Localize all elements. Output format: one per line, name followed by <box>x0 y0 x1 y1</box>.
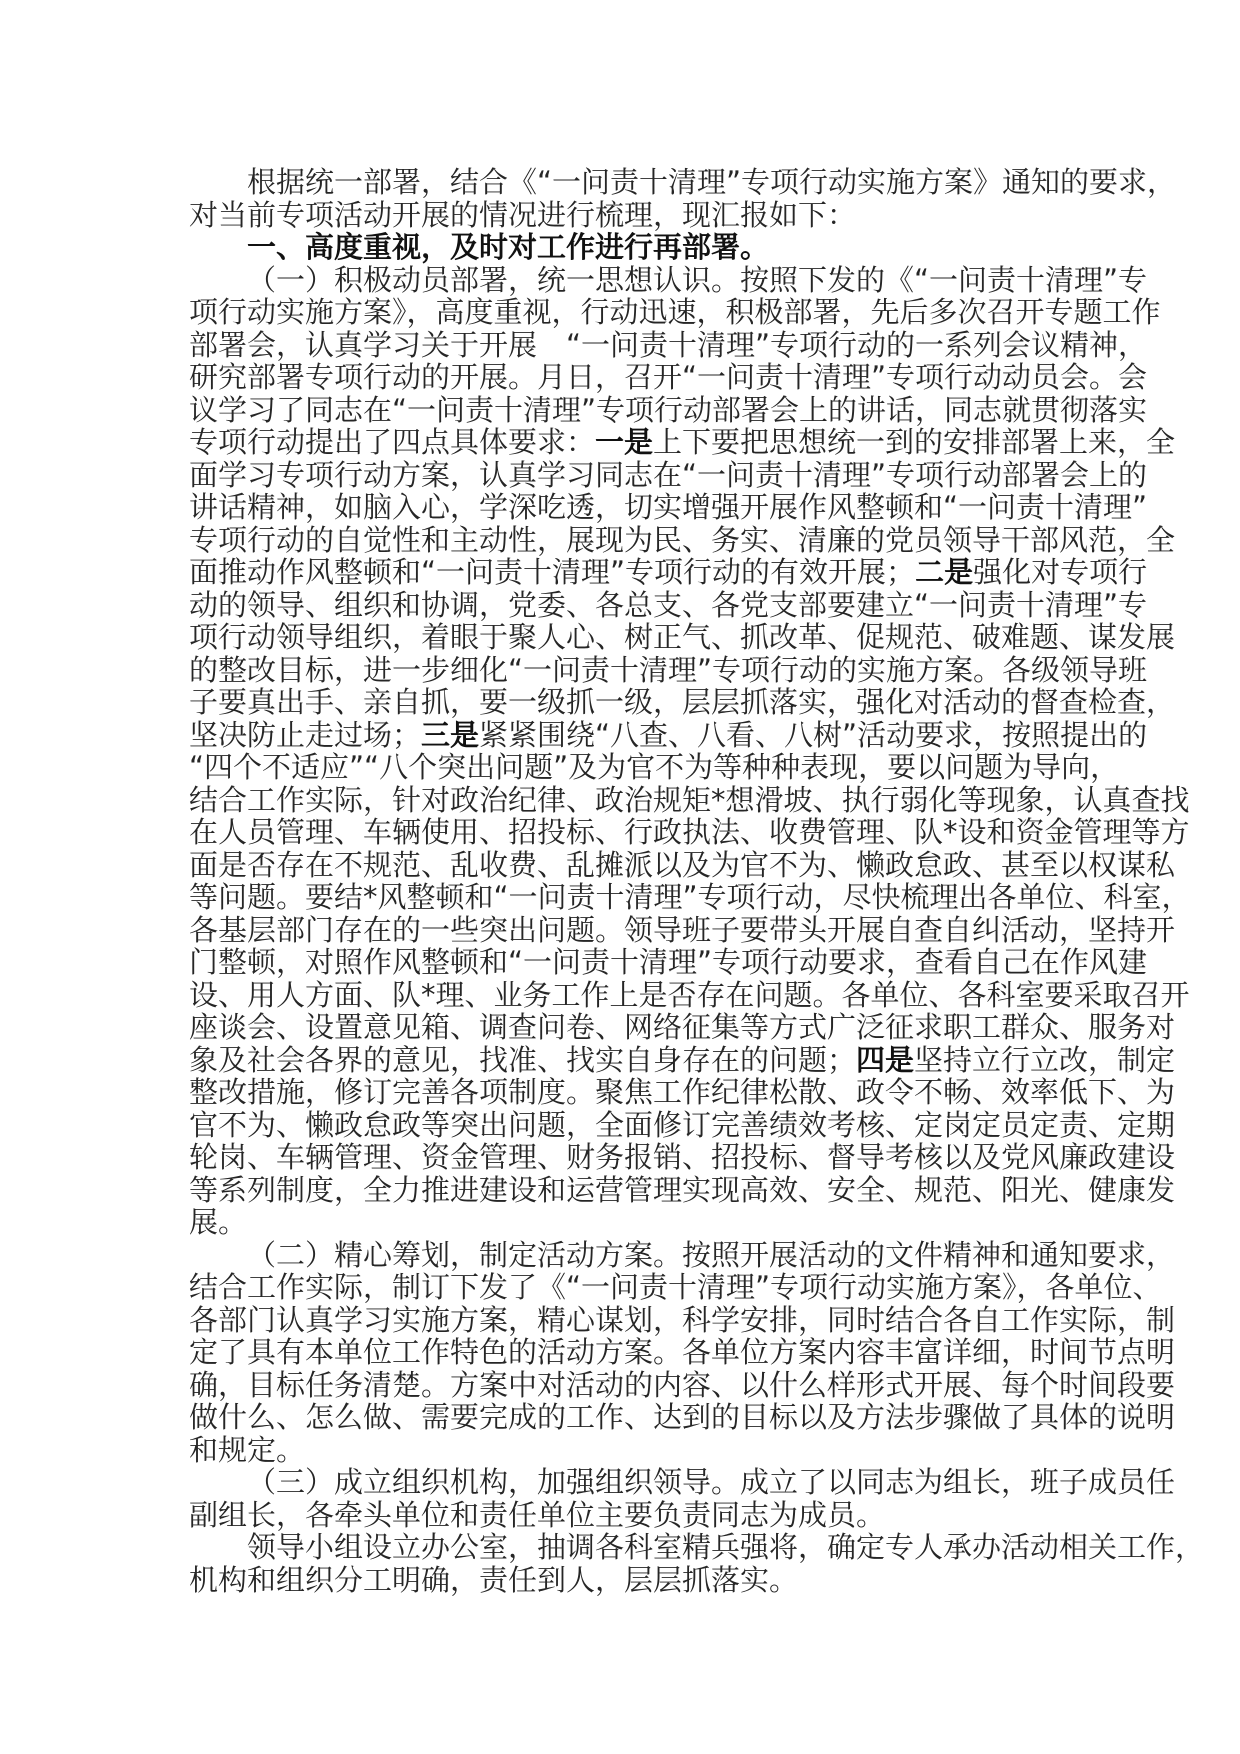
text-line <box>189 360 1148 394</box>
text-line <box>189 1499 1075 1532</box>
bold-text: 四是 <box>856 1042 915 1077</box>
paragraph <box>189 1530 1205 1597</box>
text-line <box>189 262 1148 297</box>
text-line <box>189 522 1176 557</box>
text-run: 做什么、怎么做、需要完成的工作、达到的目标以及方法步骤做了具体的说明 <box>189 1400 1176 1434</box>
text-run: “四个不适应”“八个突出问题”及为官不为等种种表现，要以问题为导向， <box>189 750 1120 784</box>
document-body <box>189 165 1205 1597</box>
text-run: 领导小组设立办公室，抽调各科室精兵强将，确定专人承办活动相关工作， <box>247 1530 1205 1564</box>
text-run: 展。 <box>189 1205 248 1239</box>
text-line <box>189 1075 1176 1109</box>
text-run: 设、用人方面、队*理、业务工作上是否存在问题。各单位、各科室要采取召开 <box>189 977 1190 1012</box>
text-line <box>189 1465 1176 1499</box>
text-line <box>189 1206 1075 1239</box>
bold-text: 二是 <box>915 555 974 589</box>
text-run: 强化对专项行 <box>973 555 1148 589</box>
text-run: 上下要把思想统一到的安排部署上来，全 <box>653 425 1176 459</box>
paragraph <box>189 165 1177 232</box>
text-run: 动的领导、组织和协调，党委、各总支、各党支部要建立“一问责十清理”专 <box>189 587 1148 622</box>
text-run: 象及社会各界的意见，找准、找实自身存在的问题； <box>189 1042 857 1077</box>
text-line <box>189 457 1148 492</box>
text-line <box>189 652 1148 687</box>
text-line <box>189 1564 1075 1597</box>
text-run: 结合工作实际，制订下发了《“一问责十清理”专项行动实施方案》，各单位、 <box>189 1270 1162 1304</box>
text-line <box>189 1270 1162 1304</box>
text-run: 结合工作实际，针对政治纪律、政治规矩*想滑坡、执行弱化等现象，认真查找 <box>189 782 1190 817</box>
text-run: 项行动领导组织，着眼于聚人心、树正气、抓改革、促规范、破难题、谋发展 <box>189 620 1176 654</box>
text-run: 的整改目标，进一步细化“一问责十清理”专项行动的实施方案。各级领导班 <box>189 652 1148 687</box>
text-run: 研究部署专项行动的开展。月日，召开“一问责十清理”专项行动动员会。会 <box>189 360 1148 394</box>
bold-text: 一是 <box>595 425 654 459</box>
text-line <box>189 231 1075 264</box>
text-run: 各基层部门存在的一些突出问题。领导班子要带头开展自查自纠活动，坚持开 <box>189 912 1176 947</box>
bold-text: 一、高度重视，及时对工作进行再部署。 <box>247 230 770 264</box>
text-run: 确，目标任务清楚。方案中对活动的内容、以什么样形式开展、每个时间段要 <box>189 1367 1176 1402</box>
text-run: 专项行动提出了四点具体要求： <box>189 425 596 459</box>
text-line <box>189 912 1176 947</box>
text-line <box>189 815 1190 849</box>
text-run: 等问题。要结*风整顿和“一问责十清理”专项行动，尽快梳理出各单位、科室， <box>189 880 1191 914</box>
text-line <box>189 1434 1075 1467</box>
text-run: 座谈会、设置意见箱、调查问卷、网络征集等方式广泛征求职工群众、服务对 <box>189 1010 1176 1044</box>
text-run: （二）精心筹划，制定活动方案。按照开展活动的文件精神和通知要求， <box>247 1237 1176 1272</box>
text-run: 紧紧围绕“八查、八看、八树”活动要求，按照提出的 <box>479 717 1148 752</box>
text-line <box>189 327 1148 362</box>
text-run: 各部门认真学习实施方案，精心谋划，科学安排，同时结合各自工作实际，制 <box>189 1302 1176 1337</box>
text-run: 讲话精神，如脑入心，学深吃透，切实增强开展作风整顿和“一问责十清理” <box>189 490 1148 524</box>
text-line <box>189 587 1148 622</box>
text-line <box>189 165 1177 199</box>
text-line <box>189 1010 1176 1044</box>
text-run: 专项行动的自觉性和主动性，展现为民、务实、清廉的党员领导干部风范，全 <box>189 522 1176 557</box>
paragraph <box>189 1465 1176 1532</box>
text-line <box>189 1172 1176 1207</box>
text-run: 副组长，各牵头单位和责任单位主要负责同志为成员。 <box>189 1497 886 1532</box>
text-line <box>189 392 1148 427</box>
text-line <box>189 1140 1176 1174</box>
text-run: 部署会，认真学习关于开展 “一问责十清理”专项行动的一系列会议精神， <box>189 327 1148 362</box>
text-run: 坚决防止走过场； <box>189 717 422 752</box>
text-line <box>189 1302 1176 1337</box>
text-line <box>189 295 1161 329</box>
text-line <box>189 620 1176 654</box>
text-line <box>189 425 1176 459</box>
text-line <box>189 717 1148 752</box>
text-run: 对当前专项活动开展的情况进行梳理，现汇报如下： <box>189 197 857 232</box>
text-line <box>189 1335 1176 1369</box>
text-run: 项行动实施方案》，高度重视，行动迅速，积极部署，先后多次召开专题工作 <box>189 295 1161 329</box>
text-line <box>189 685 1176 719</box>
text-run: 机构和组织分工明确，责任到人，层层抓落实。 <box>189 1562 799 1597</box>
text-line <box>189 782 1190 817</box>
bold-text: 三是 <box>421 717 480 752</box>
text-run: 门整顿，对照作风整顿和“一问责十清理”专项行动要求，查看自己在作风建 <box>189 945 1148 979</box>
text-run: （三）成立组织机构，加强组织领导。成立了以同志为组长，班子成员任 <box>247 1465 1176 1499</box>
text-line <box>189 1530 1205 1564</box>
text-run: 议学习了同志在“一问责十清理”专项行动部署会上的讲话，同志就贯彻落实 <box>189 392 1148 427</box>
text-run: 子要真出手、亲自抓，要一级抓一级，层层抓落实，强化对活动的督查检查， <box>189 685 1176 719</box>
text-line <box>189 977 1190 1012</box>
text-line <box>189 1367 1176 1402</box>
text-run: 面是否存在不规范、乱收费、乱摊派以及为官不为、懒政怠政、甚至以权谋私 <box>189 847 1176 882</box>
paragraph <box>189 1237 1176 1467</box>
text-run: 整改措施，修订完善各项制度。聚焦工作纪律松散、政令不畅、效率低下、为 <box>189 1075 1176 1109</box>
text-run: 在人员管理、车辆使用、招投标、行政执法、收费管理、队*设和资金管理等方 <box>189 815 1190 849</box>
text-run: 面推动作风整顿和“一问责十清理”专项行动的有效开展； <box>189 555 916 589</box>
section-heading <box>189 231 1075 264</box>
text-line <box>189 880 1191 914</box>
text-run: 定了具有本单位工作特色的活动方案。各单位方案内容丰富详细，时间节点明 <box>189 1335 1176 1369</box>
text-line <box>189 199 1075 232</box>
text-run: 面学习专项行动方案，认真学习同志在“一问责十清理”专项行动部署会上的 <box>189 457 1148 492</box>
text-line <box>189 847 1176 882</box>
text-line <box>189 1400 1176 1434</box>
text-run: 根据统一部署，结合《“一问责十清理”专项行动实施方案》通知的要求， <box>247 165 1177 199</box>
text-run: 轮岗、车辆管理、资金管理、财务报销、招投标、督导考核以及党风廉政建设 <box>189 1140 1176 1174</box>
text-line <box>189 1237 1176 1272</box>
text-run: 等系列制度，全力推进建设和运营管理实现高效、安全、规范、阳光、健康发 <box>189 1172 1176 1207</box>
text-line <box>189 1107 1176 1142</box>
text-line <box>189 750 1120 784</box>
text-run: （一）积极动员部署，统一思想认识。按照下发的《“一问责十清理”专 <box>247 262 1148 297</box>
text-run: 官不为、懒政怠政等突出问题，全面修订完善绩效考核、定岗定员定责、定期 <box>189 1107 1176 1142</box>
paragraph <box>189 262 1191 1239</box>
text-line <box>189 490 1148 524</box>
text-line <box>189 945 1148 979</box>
text-run: 和规定。 <box>189 1432 306 1467</box>
text-run: 坚持立行立改，制定 <box>914 1042 1176 1077</box>
text-line <box>189 555 1148 589</box>
text-line <box>189 1042 1176 1077</box>
